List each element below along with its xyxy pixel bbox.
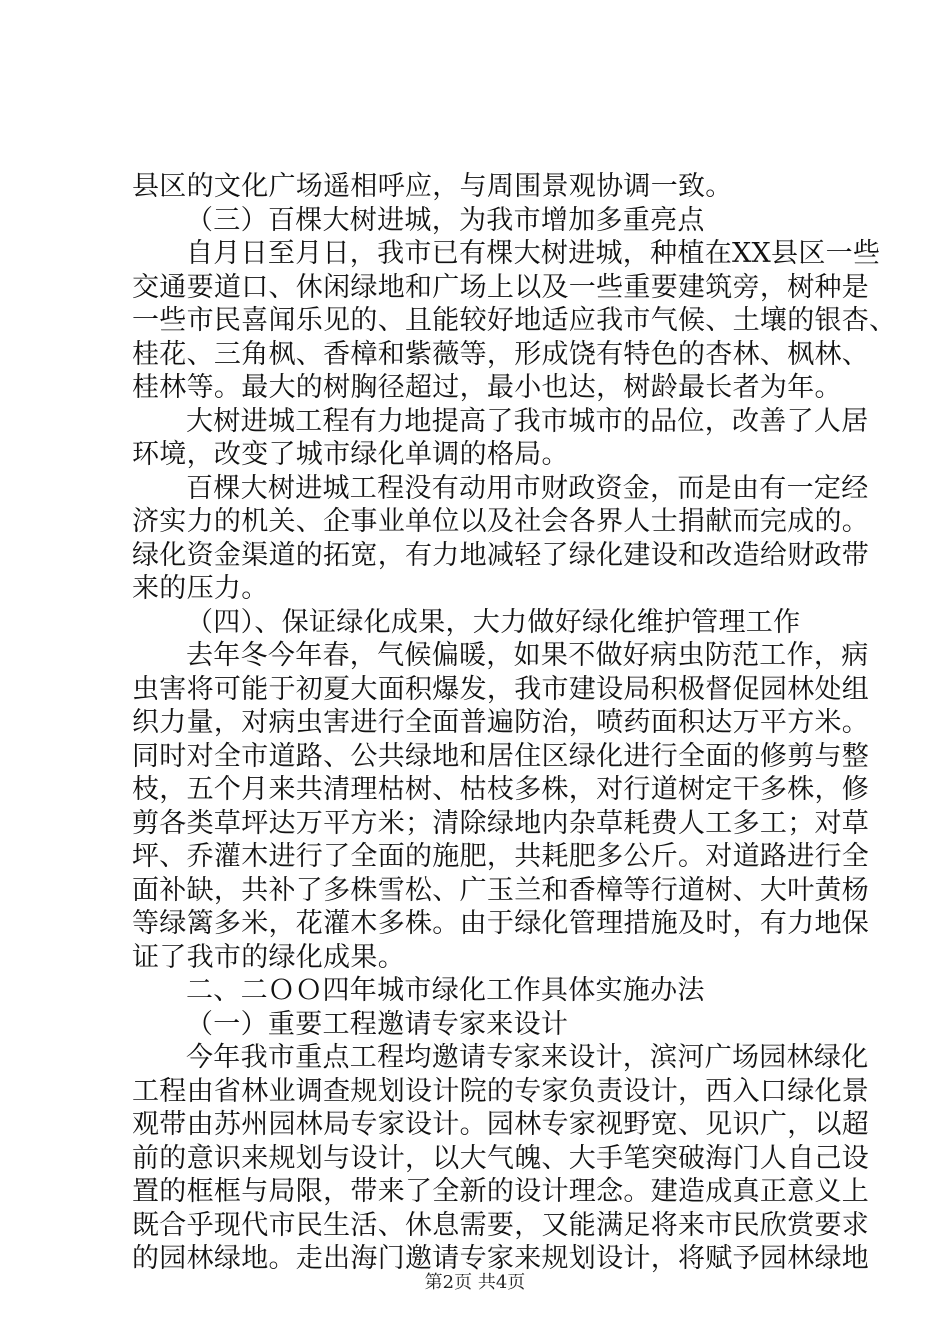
text-line: 既合乎现代市民生活、休息需要，又能满足将来市民欣赏要求	[132, 1209, 870, 1241]
text-line: 证了我市的绿化成果。	[132, 941, 405, 973]
text-line: （一）重要工程邀请专家来设计	[186, 1008, 569, 1040]
text-line: 观带由苏州园林局专家设计。园林专家视野宽、见识广，以超	[132, 1109, 870, 1140]
text-line: 去年冬今年春，气候偏暖，如果不做好病虫防范工作，病	[186, 640, 869, 671]
text-line: 虫害将可能于初夏大面积爆发，我市建设局积极督促园林处组	[132, 673, 870, 705]
text-line: 工程由省林业调查规划设计院的专家负责设计，西入口绿化景	[132, 1075, 870, 1107]
text-line: 绿化资金渠道的拓宽，有力地减轻了绿化建设和改造给财政带	[132, 539, 870, 571]
text-line: 交通要道口、休闲绿地和广场上以及一些重要建筑旁，树种是	[132, 271, 870, 303]
text-line: 桂林等。最大的树胸径超过，最小也达，树龄最长者为年。	[132, 372, 842, 403]
text-line: 面补缺，共补了多株雪松、广玉兰和香樟等行道树、大叶黄杨	[132, 874, 870, 906]
text-line: 织力量，对病虫害进行全面普遍防治，喷药面积达万平方米。	[132, 707, 870, 738]
text-line: 济实力的机关、企事业单位以及社会各界人士捐献而完成的。	[132, 506, 870, 537]
text-line: 来的压力。	[132, 573, 269, 604]
text-line: 前的意识来规划与设计，以大气魄、大手笔突破海门人自己设	[132, 1142, 870, 1174]
text-line: 县区的文化广场遥相呼应，与周围景观协调一致。	[132, 171, 733, 202]
text-line: 置的框框与局限，带来了全新的设计理念。建造成真正意义上	[132, 1176, 870, 1207]
text-line: 二、二ＯＯ四年城市绿化工作具体实施办法	[186, 975, 705, 1006]
text-line: 剪各类草坪达万平方米；清除绿地内杂草耗费人工多工；对草	[132, 807, 870, 839]
text-line: 环境，改变了城市绿化单调的格局。	[132, 439, 569, 470]
text-line: 一些市民喜闻乐见的、且能较好地适应我市气候、土壤的银杏、	[132, 305, 897, 336]
text-line: 桂花、三角枫、香樟和紫薇等，形成饶有特色的杏林、枫林、	[132, 338, 870, 370]
text-line: 的园林绿地。走出海门邀请专家来规划设计，将赋予园林绿地	[132, 1243, 870, 1274]
document-body	[132, 170, 897, 1276]
text-line: 自月日至月日，我市已有棵大树进城，种植在XX县区一些	[186, 238, 881, 269]
text-line: 今年我市重点工程均邀请专家来设计，滨河广场园林绿化	[186, 1042, 869, 1073]
text-line: 同时对全市道路、公共绿地和居住区绿化进行全面的修剪与整	[132, 740, 870, 772]
text-line: 枝，五个月来共清理枯树、枯枝多株，对行道树定干多株，修	[132, 774, 870, 805]
text-line: （三）百棵大树进城，为我市增加多重亮点	[186, 204, 705, 236]
text-line: 百棵大树进城工程没有动用市财政资金，而是由有一定经	[186, 472, 869, 504]
text-line: 坪、乔灌木进行了全面的施肥，共耗肥多公斤。对道路进行全	[132, 841, 870, 872]
text-line: 大树进城工程有力地提高了我市城市的品位，改善了人居	[186, 405, 869, 437]
page-footer: 第2页 共4页	[424, 1272, 526, 1293]
text-line: （四）、保证绿化成果，大力做好绿化维护管理工作	[186, 606, 801, 638]
text-line: 等绿篱多米，花灌木多株。由于绿化管理措施及时，有力地保	[132, 908, 870, 939]
